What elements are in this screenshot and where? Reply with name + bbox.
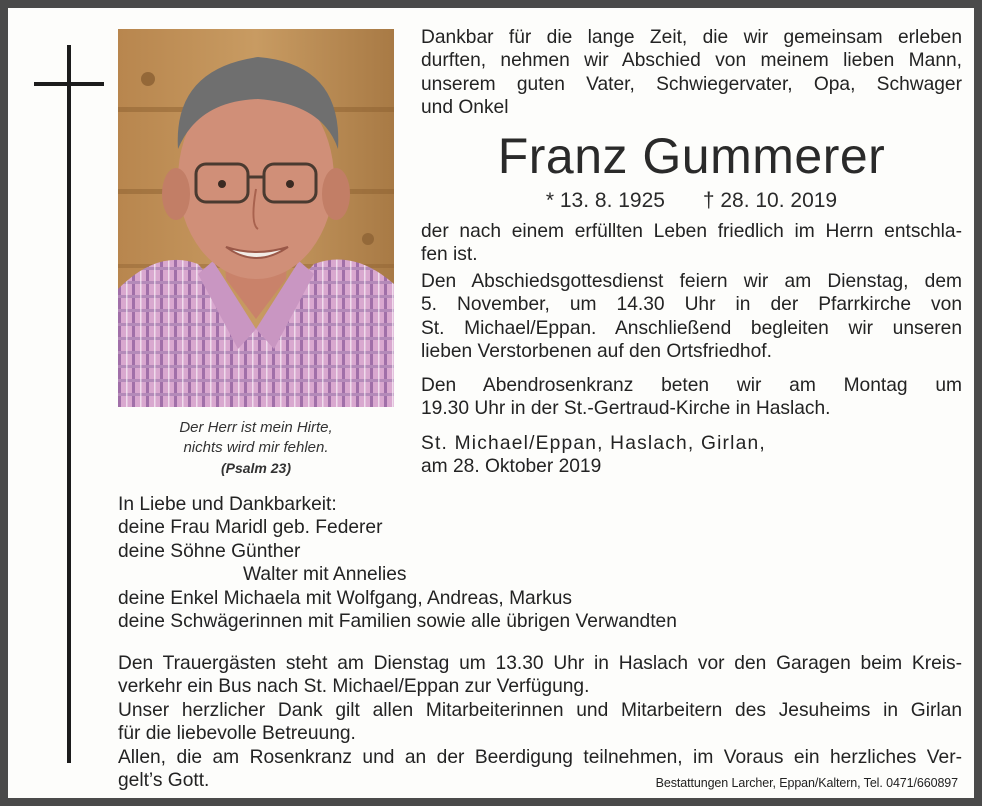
cross-icon: [67, 45, 71, 763]
text-line: lieben Verstorbenen auf den Ortsfriedhof.: [421, 341, 772, 363]
text-line: für die liebevolle Betreuung.: [118, 723, 356, 745]
text-line: Unser herzlicher Dank gilt allen Mitarbeiterinnen und Mitarbeitern des Jesuheims in Girlan: [118, 699, 962, 721]
psalm-line: nichts wird mir fehlen.: [183, 439, 329, 456]
birth-date: * 13. 8. 1925: [545, 189, 665, 212]
text-line: fen ist.: [421, 244, 478, 266]
intro-text: [421, 26, 962, 120]
funeral-text: [421, 270, 962, 364]
rosary-text: [421, 374, 962, 421]
family-grandchildren: deine Enkel Michaela mit Wolfgang, Andreas, Markus: [118, 587, 572, 609]
undertaker-credit: Bestattungen Larcher, Eppan/Kaltern, Tel. 0471/660897: [655, 776, 958, 790]
text-line: gelt’s Gott.: [118, 769, 210, 791]
text-line: Allen, die am Rosenkranz und an der Beerdigung teilnehmen, im Voraus ein herzliches Ver-: [118, 746, 962, 768]
place-date: [421, 432, 962, 479]
place-line: St. Michael/Eppan, Haslach, Girlan,: [421, 433, 766, 454]
text-line: 5. November, um 14.30 Uhr in der Pfarrkirche von: [421, 294, 962, 316]
family-heading: In Liebe und Dankbarkeit:: [118, 494, 337, 515]
text-line: Den Abendrosenkranz beten wir am Montag um: [421, 375, 962, 396]
family-wife: deine Frau Maridl geb. Federer: [118, 517, 383, 539]
psalm-line: Der Herr ist mein Hirte,: [179, 419, 333, 436]
text-line: und Onkel: [421, 97, 509, 119]
family-sons: deine Söhne Günther: [118, 540, 301, 562]
text-line: der nach einem erfüllten Leben friedlich im Herrn entschla-: [421, 221, 962, 242]
obituary-notice: [8, 8, 974, 798]
portrait-photo: [118, 29, 394, 407]
life-dates: [421, 188, 962, 214]
text-line: Den Trauergästen steht am Dienstag um 13.30 Uhr in Haslach vor den Garagen beim Kreis-: [118, 653, 962, 674]
date-line: am 28. Oktober 2019: [421, 456, 602, 478]
text-line: unserem guten Vater, Schwiegervater, Opa, Schwager: [421, 73, 962, 95]
death-date: † 28. 10. 2019: [702, 189, 838, 212]
family-list: [118, 493, 878, 633]
passing-text: [421, 220, 962, 267]
text-line: 19.30 Uhr in der St.-Gertraud-Kirche in Haslach.: [421, 398, 831, 420]
deceased-name: Franz Gummerer: [497, 128, 886, 184]
family-sons-cont: Walter mit Annelies: [243, 564, 407, 586]
family-inlaws: deine Schwägerinnen mit Familien sowie alle übrigen Verwandten: [118, 611, 677, 633]
closing-text: [118, 652, 962, 792]
psalm-quote: [118, 418, 394, 478]
text-line: Den Abschiedsgottesdienst feiern wir am Dienstag, dem: [421, 271, 962, 292]
text-line: St. Michael/Eppan. Anschließend begleiten wir unseren: [421, 317, 962, 339]
text-line: Dankbar für die lange Zeit, die wir gemeinsam erleben: [421, 27, 962, 48]
cross-icon-bar: [34, 82, 104, 86]
text-line: verkehr ein Bus nach St. Michael/Eppan zur Verfügung.: [118, 676, 590, 698]
psalm-reference: (Psalm 23): [220, 460, 292, 476]
text-line: durften, nehmen wir Abschied von meinem lieben Mann,: [421, 50, 962, 72]
